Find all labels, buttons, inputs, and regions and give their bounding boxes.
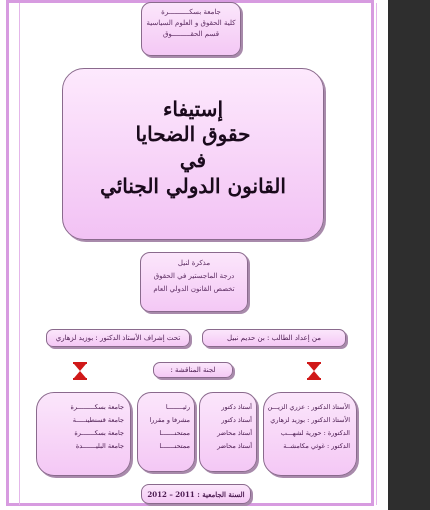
hourglass-icon <box>72 362 88 380</box>
committee-role: ممتحنـــــــا <box>159 442 190 450</box>
committee-name: الدكتورة : حورية لشهـــب <box>280 429 350 437</box>
academic-year: السنة الجامعية : 2011 – 2012 <box>147 490 245 499</box>
supervisor-text: تحت إشراف الأستاذ الدكتور : بوزيد لزهاري <box>55 334 181 342</box>
university-name: جامعة بسكــــــــــرة <box>161 8 221 16</box>
committee-name: الدكتور : غوثي مكامشــة <box>283 442 350 450</box>
committee-rank: أستاذ دكتور <box>221 416 252 424</box>
committee-university: جامعة قسنطينـــــة <box>72 416 124 424</box>
committee-rank: أستاذ دكتور <box>221 403 252 411</box>
academic-year-box <box>141 484 251 504</box>
committee-rank: أستاذ محاضر <box>217 429 252 437</box>
committee-title: لجنة المناقشة : <box>170 366 216 374</box>
department-name: قسم الحقـــــــــوق <box>162 30 220 38</box>
prepared-by-box <box>202 329 346 347</box>
committee-role: ممتحنـــــــا <box>159 429 190 437</box>
viewer-side-panel <box>388 0 430 510</box>
committee-role: رئيــــــــا <box>165 403 190 411</box>
prepared-by-text: من إعداد الطالب : بن حديم نبيل <box>227 334 321 342</box>
title-line-2: حقوق الضحايا <box>135 122 251 146</box>
memo-line-2: درجة الماجستير في الحقوق <box>153 272 235 280</box>
committee-roles-box <box>137 392 195 472</box>
memo-line-1: مذكرة لنيل <box>177 259 211 267</box>
committee-ranks-box <box>199 392 257 472</box>
hourglass-icon <box>306 362 322 380</box>
committee-university: جامعة البليـــــــدة <box>75 442 124 450</box>
title-line-4: القانون الدولي الجنائي <box>100 174 286 198</box>
committee-university: جامعة بسكـــــــرة <box>74 429 124 437</box>
thesis-title-box <box>62 68 324 240</box>
memo-line-3: تخصص القانون الدولي العام <box>153 285 235 293</box>
title-line-1: إستيفاء <box>163 97 223 121</box>
faculty-name: كلية الحقوق و العلوم السياسية <box>146 19 236 27</box>
university-header-box <box>141 2 241 56</box>
title-line-3: في <box>179 148 207 172</box>
committee-role: مشرفا و مقررا <box>149 416 190 424</box>
committee-name: الأستاذ الدكتور : بوزيد لزهاري <box>270 416 350 424</box>
committee-university: جامعة بسكـــــــــرة <box>70 403 124 411</box>
committee-names-box <box>263 392 357 476</box>
committee-name: الأستاذ الدكتور : عزري الزيـــن <box>267 403 350 411</box>
committee-rank: أستاذ محاضر <box>217 442 252 450</box>
committee-title-box <box>153 362 233 378</box>
memo-description-box <box>140 252 248 312</box>
committee-universities-box <box>36 392 131 476</box>
supervisor-box <box>46 329 190 347</box>
